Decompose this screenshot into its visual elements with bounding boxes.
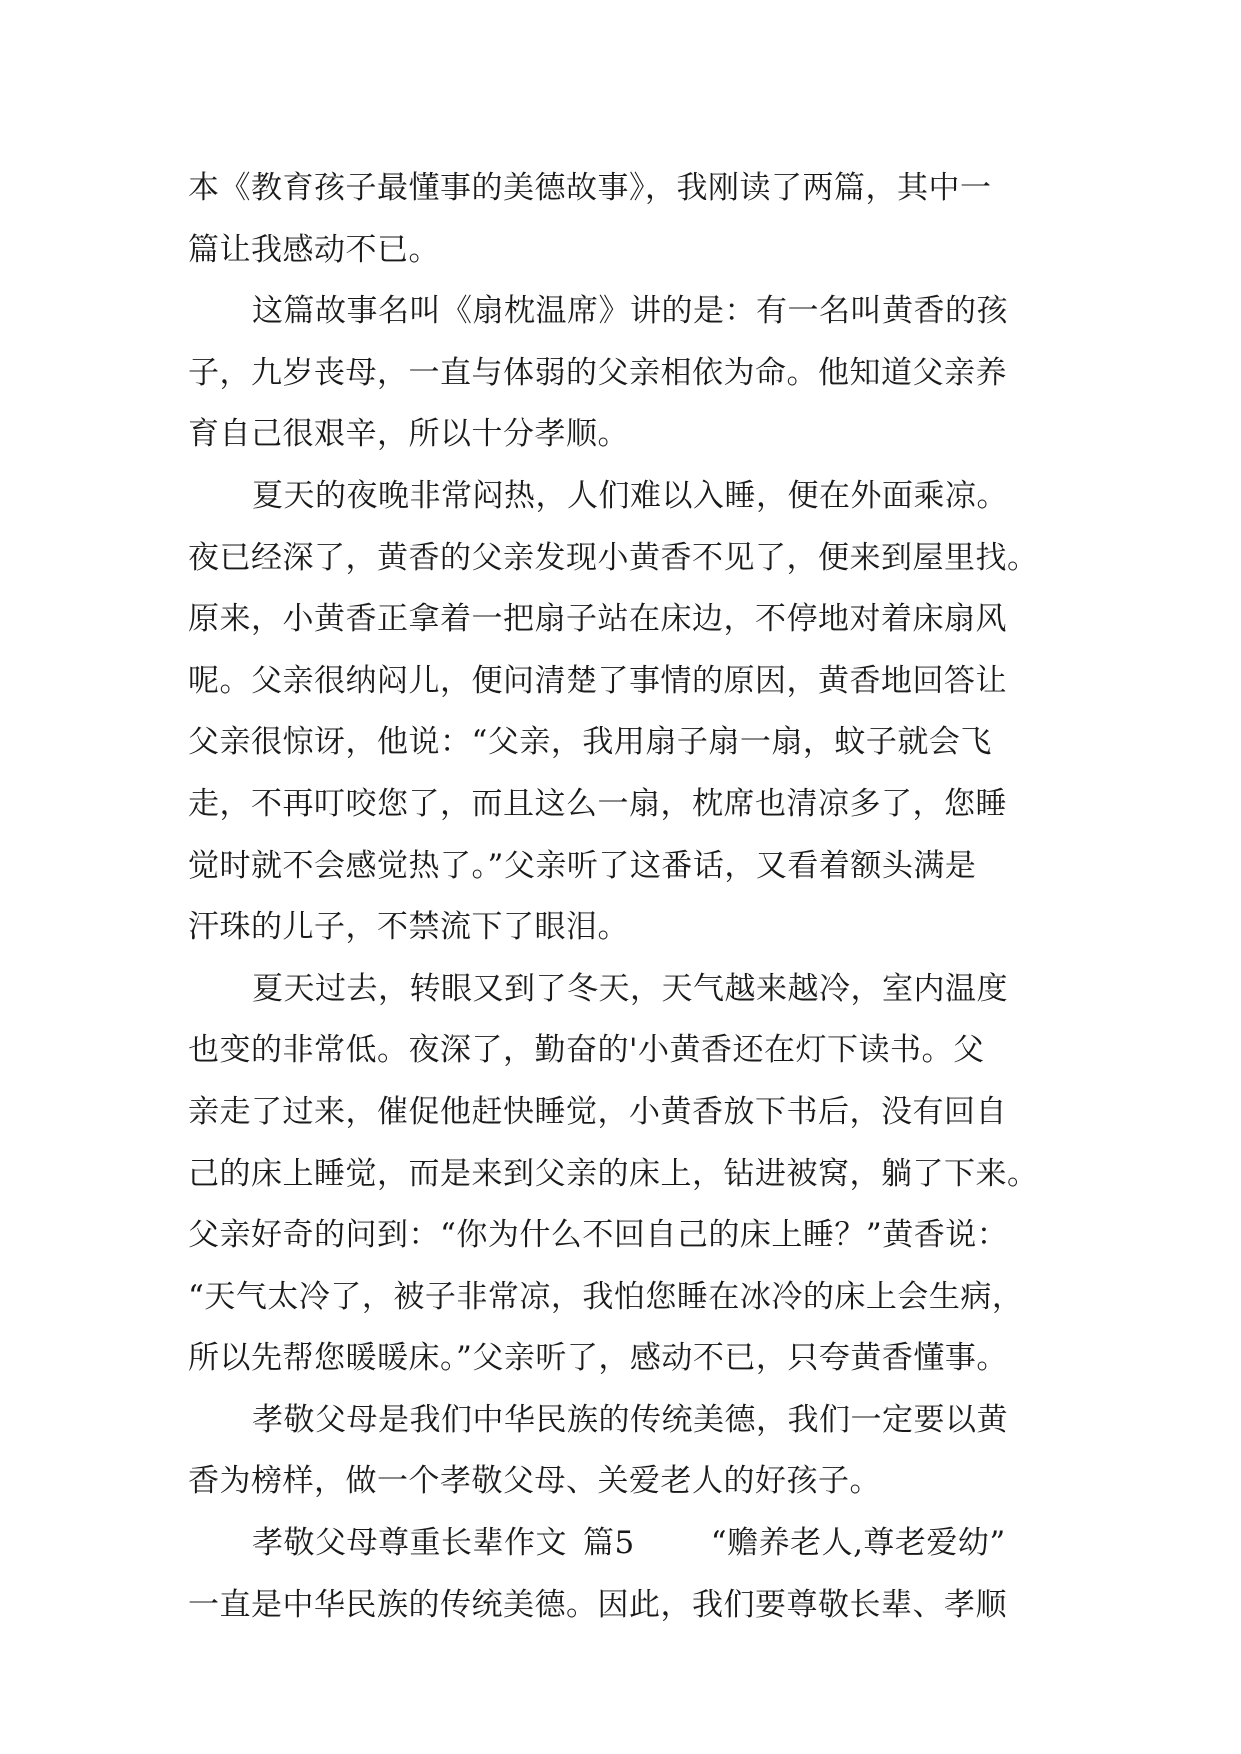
text-line: 篇让我感动不已。 bbox=[188, 231, 440, 268]
text-line: 夜已经深了，黄香的父亲发现小黄香不见了，便来到屋里找。 bbox=[188, 539, 1039, 576]
text-line: 育自己很艰辛，所以十分孝顺。 bbox=[188, 416, 629, 453]
section-heading-line bbox=[188, 1513, 1068, 1575]
paragraph-start-line: 这篇故事名叫《扇枕温席》讲的是：有一名叫黄香的孩 bbox=[252, 293, 1008, 330]
opening-quote: “赡养老人,尊老爱幼” bbox=[710, 1525, 1006, 1562]
text-line: 亲走了过来，催促他赶快睡觉，小黄香放下书后，没有回自 bbox=[188, 1093, 1007, 1130]
text-line: 香为榜样，做一个孝敬父母、关爱老人的好孩子。 bbox=[188, 1463, 881, 1500]
text-line: 也变的非常低。夜深了，勤奋的'小黄香还在灯下读书。父 bbox=[188, 1032, 985, 1069]
text-line: 原来，小黄香正拿着一把扇子站在床边，不停地对着床扇风 bbox=[188, 601, 1007, 638]
text-line: 本《教育孩子最懂事的美德故事》，我刚读了两篇，其中一 bbox=[188, 170, 992, 206]
text-line: 子，九岁丧母，一直与体弱的父亲相依为命。他知道父亲养 bbox=[188, 354, 1007, 391]
paragraph-start-line: 夏天的夜晚非常闷热，人们难以入睡，便在外面乘凉。 bbox=[252, 477, 1008, 514]
text-line: 所以先帮您暖暖床。”父亲听了，感动不已，只夸黄香懂事。 bbox=[188, 1340, 1008, 1377]
text-line: 父亲很惊讶，他说：“父亲，我用扇子扇一扇，蚊子就会飞 bbox=[188, 724, 992, 761]
section-label: 篇5 bbox=[583, 1525, 635, 1562]
text-line: “天气太冷了，被子非常凉，我怕您睡在冰冷的床上会生病， bbox=[188, 1278, 1024, 1315]
text-line: 呢。父亲很纳闷儿，便问清楚了事情的原因，黄香地回答让 bbox=[188, 662, 1007, 699]
text-line: 己的床上睡觉，而是来到父亲的床上，钻进被窝，躺了下来。 bbox=[188, 1155, 1039, 1192]
text-line: 父亲好奇的问到：“你为什么不回自己的床上睡？”黄香说： bbox=[188, 1217, 1009, 1254]
text-line: 觉时就不会感觉热了。”父亲听了这番话，又看着额头满是 bbox=[188, 847, 977, 884]
text-line: 走，不再叮咬您了，而且这么一扇，枕席也清凉多了，您睡 bbox=[188, 785, 1007, 822]
text-line: 汗珠的儿子，不禁流下了眼泪。 bbox=[188, 909, 629, 946]
text-line: 一直是中华民族的传统美德。因此，我们要尊敬长辈、孝顺 bbox=[188, 1586, 1007, 1623]
document-body bbox=[188, 158, 1068, 1636]
essay-title: 孝敬父母尊重长辈作文 bbox=[252, 1525, 567, 1562]
paragraph-start-line: 孝敬父母是我们中华民族的传统美德，我们一定要以黄 bbox=[252, 1401, 1008, 1438]
paragraph-start-line: 夏天过去，转眼又到了冬天，天气越来越冷，室内温度 bbox=[252, 970, 1008, 1007]
